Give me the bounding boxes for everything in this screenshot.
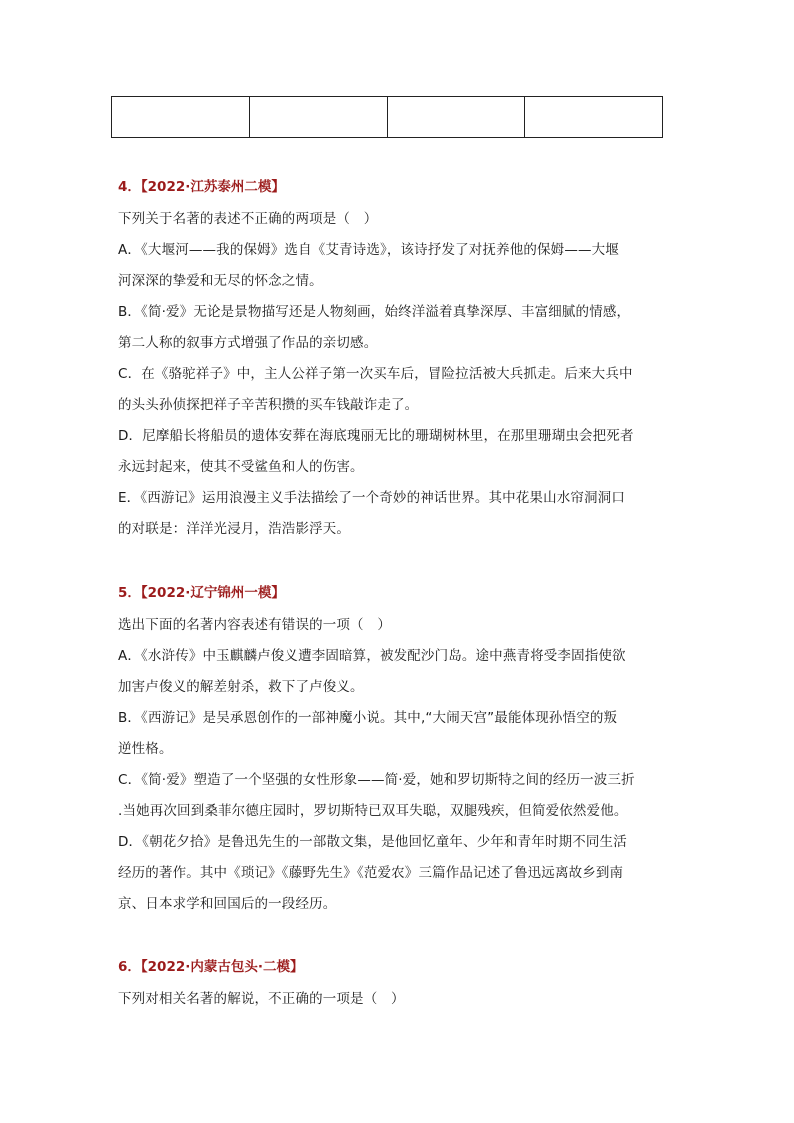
- question-stem: 选出下面的名著内容表述有错误的一项（ ）: [118, 617, 391, 633]
- option-b-line-2: 逆性格。: [118, 741, 173, 757]
- answer-table: [111, 96, 663, 138]
- option-c-line-1: C．《简·爱》塑造了一个坚强的女性形象——简·爱，她和罗切斯特之间的经历一波三折: [118, 772, 635, 788]
- option-c-line-1: C．在《骆驼祥子》中，主人公祥子第一次买车后，冒险拉活被大兵抓走。后来大兵中: [118, 366, 633, 382]
- answer-cell: [249, 97, 387, 138]
- question-4: [118, 176, 678, 549]
- answer-cell: [387, 97, 525, 138]
- question-source: 【2022·江苏泰州二模】: [140, 179, 285, 195]
- option-b-line-1: B．《简·爱》无论是景物描写还是人物刻画，始终洋溢着真挚深厚、丰富细腻的情感，: [118, 304, 631, 320]
- question-number: 6．: [118, 959, 141, 975]
- question-5: [118, 582, 678, 924]
- question-stem: 下列对相关名著的解说，不正确的一项是（ ）: [118, 991, 405, 1007]
- option-a-line-2: 加害卢俊义的解差射杀，救下了卢俊义。: [118, 679, 364, 695]
- option-d-line-3: 京、日本求学和回国后的一段经历。: [118, 896, 337, 912]
- option-d-line-1: D．《朝花夕拾》是鲁迅先生的一部散文集，是他回忆童年、少年和青年时期不同生活: [118, 834, 627, 850]
- option-b-line-2: 第二人称的叙事方式增强了作品的亲切感。: [118, 335, 378, 351]
- option-a-line-1: A．《水浒传》中玉麒麟卢俊义遭李固暗算，被发配沙门岛。途中燕青将受李固指使欲: [118, 648, 626, 664]
- question-header: [118, 176, 678, 198]
- option-e-line-2: 的对联是：洋洋光浸月，浩浩影浮天。: [118, 521, 351, 537]
- option-a-line-1: A．《大堰河——我的保姆》选自《艾青诗选》，该诗抒发了对抚养他的保姆——大堰: [118, 242, 619, 258]
- option-c-line-2: .当她再次回到桑菲尔德庄园时，罗切斯特已双耳失聪，双腿残疾，但简爱依然爱他。: [118, 803, 628, 819]
- option-d-line-2: 永远封起来，使其不受鲨鱼和人的伤害。: [118, 459, 364, 475]
- answer-table-row: [112, 97, 663, 138]
- question-source: 【2022·辽宁锦州一模】: [140, 585, 285, 601]
- question-6: [118, 956, 678, 1019]
- question-number: 5．: [118, 585, 141, 601]
- option-b-line-1: B．《西游记》是吴承恩创作的一部神魔小说。其中,“大闹天宫”最能体现孙悟空的叛: [118, 710, 618, 726]
- question-source: 【2022·内蒙古包头·二模】: [140, 959, 304, 975]
- option-e-line-1: E．《西游记》运用浪漫主义手法描绘了一个奇妙的神话世界。其中花果山水帘洞洞口: [118, 490, 625, 506]
- option-a-line-2: 河深深的挚爱和无尽的怀念之情。: [118, 273, 323, 289]
- option-d-line-1: D．尼摩船长将船员的遗体安葬在海底瑰丽无比的珊瑚树林里，在那里珊瑚虫会把死者: [118, 428, 634, 444]
- question-number: 4．: [118, 179, 141, 195]
- question-stem: 下列关于名著的表述不正确的两项是（ ）: [118, 211, 378, 227]
- answer-cell: [525, 97, 663, 138]
- option-c-line-2: 的头头孙侦探把祥子辛苦积攒的买车钱敲诈走了。: [118, 397, 419, 413]
- question-header: [118, 582, 678, 604]
- option-d-line-2: 经历的著作。其中《琐记》《藤野先生》《范爱农》三篇作品记述了鲁迅远离故乡到南: [118, 865, 624, 881]
- question-header: [118, 956, 678, 978]
- answer-cell: [112, 97, 250, 138]
